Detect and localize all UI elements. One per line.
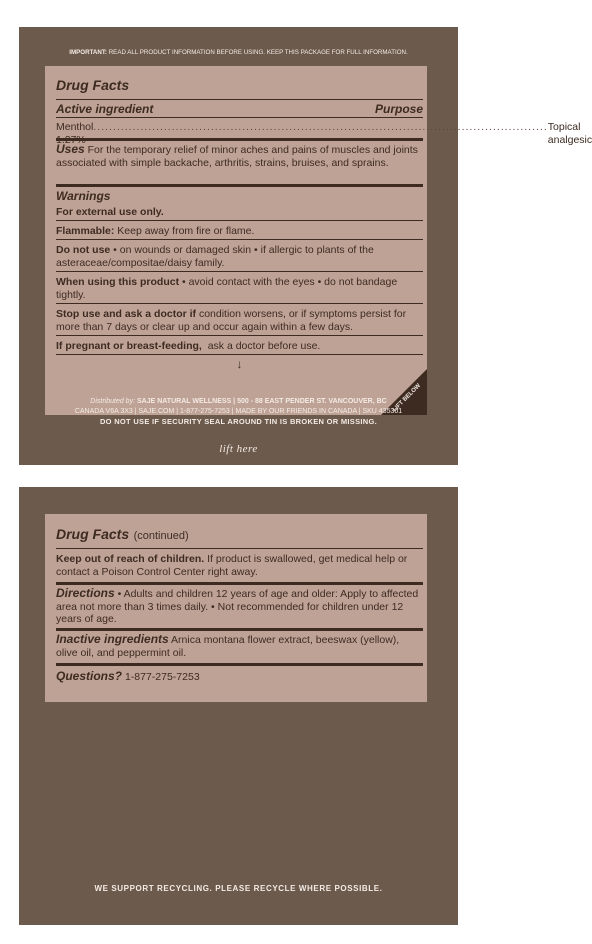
questions-label: Questions? (56, 669, 123, 683)
important-notice (19, 49, 458, 56)
lift-below-text: LIFT BELOW (391, 382, 423, 414)
do-not-use-row (56, 240, 423, 271)
down-arrow-icon: ↓ (236, 357, 243, 371)
when-using-text: • avoid contact with the eyes • do not bandage tightly. (56, 276, 398, 301)
when-using-label: When using this product (56, 276, 180, 288)
external-use-text: For external use only. (56, 206, 164, 218)
pregnant-row (56, 336, 423, 354)
label-panel-top (19, 27, 592, 465)
uses-section (56, 141, 423, 181)
security-seal-warning: DO NOT USE IF SECURITY SEAL AROUND TIN IS BROKEN OR MISSING. (99, 417, 378, 426)
stop-use-label: Stop use and ask a doctor if (56, 308, 197, 320)
directions-label: Directions (56, 586, 115, 600)
keep-out-row (56, 549, 423, 581)
inactive-section (56, 631, 423, 662)
keep-out-text: If product is swallowed, get medical help or contact a Poison Control Center right away. (56, 553, 408, 578)
ingredient-name: Menthol 1.27% (56, 121, 94, 146)
important-text: READ ALL PRODUCT INFORMATION BEFORE USING. KEEP THIS PACKAGE FOR FULL INFORMATION. (108, 49, 408, 56)
do-not-use-text: • on wounds or damaged skin • if allergic to plants of the asteraceae/compositae/daisy family. (56, 244, 374, 269)
uses-text: For the temporary relief of minor aches and pains of muscles and joints associated with simple backache, arthritis, strains, bruises, and sprains. (56, 144, 418, 169)
flammable-label: Flammable: (56, 225, 115, 237)
drug-facts-title-continued: Drug Facts (56, 526, 130, 542)
lift-here-text[interactable]: lift here (219, 443, 258, 455)
important-label: IMPORTANT: (69, 49, 107, 56)
ingredient-row: Menthol 1.27% .................................................................................................................... Topical analgesic (56, 121, 592, 146)
ingredient-purpose: Topical analgesic (547, 121, 592, 146)
drug-facts-title: Drug Facts (56, 77, 130, 93)
flammable-row (56, 221, 423, 239)
do-not-use-label: Do not use (56, 244, 111, 256)
uses-label: Uses (56, 142, 85, 156)
recycling-notice: WE SUPPORT RECYCLING. PLEASE RECYCLE WHERE POSSIBLE. (94, 884, 383, 893)
active-ingredient-header (56, 100, 423, 117)
pregnant-text: ask a doctor before use. (207, 340, 321, 352)
keep-out-label: Keep out of reach of children. (56, 553, 205, 565)
flammable-text: Keep away from fire or flame. (117, 225, 255, 237)
distributor-address: SAJE NATURAL WELLNESS | 500 - 88 EAST PENDER ST. VANCOUVER, BC (136, 398, 387, 405)
continued-label: (continued) (133, 530, 189, 542)
drug-facts-box (45, 66, 592, 415)
distributor-line-2: CANADA V6A 3X3 | SAJE.COM | 1-877-275-7253 | MADE BY OUR FRIENDS IN CANADA | SKU 435301 (74, 408, 403, 415)
when-using-row (56, 272, 423, 303)
distributed-by-label: Distributed by: (90, 398, 136, 405)
stop-use-row (56, 304, 423, 335)
inactive-label: Inactive ingredients (56, 632, 169, 646)
purpose-label: Purpose (374, 102, 423, 116)
label-panel-bottom (19, 487, 458, 925)
directions-section (56, 585, 423, 627)
stop-use-text: condition worsens, or if symptoms persist for more than 7 days or clear up and occur again within a few days. (56, 308, 407, 333)
drug-facts-continued-header (56, 514, 423, 548)
active-ingredient-label: Active ingredient (56, 102, 154, 116)
warnings-label: Warnings (56, 189, 111, 203)
inactive-text: Arnica montana flower extract, beeswax (yellow), olive oil, and peppermint oil. (56, 634, 400, 659)
pregnant-label: If pregnant or breast-feeding, (56, 340, 202, 352)
questions-section (56, 666, 423, 686)
directions-text: • Adults and children 12 years of age and older: Apply to affected area not more than 3 times daily. • Not recommended for children under 12 years of age. (56, 588, 419, 625)
questions-phone: 1-877-275-7253 (124, 671, 200, 683)
distributor-line-1 (19, 397, 458, 407)
drug-facts-continued-box (45, 514, 427, 702)
